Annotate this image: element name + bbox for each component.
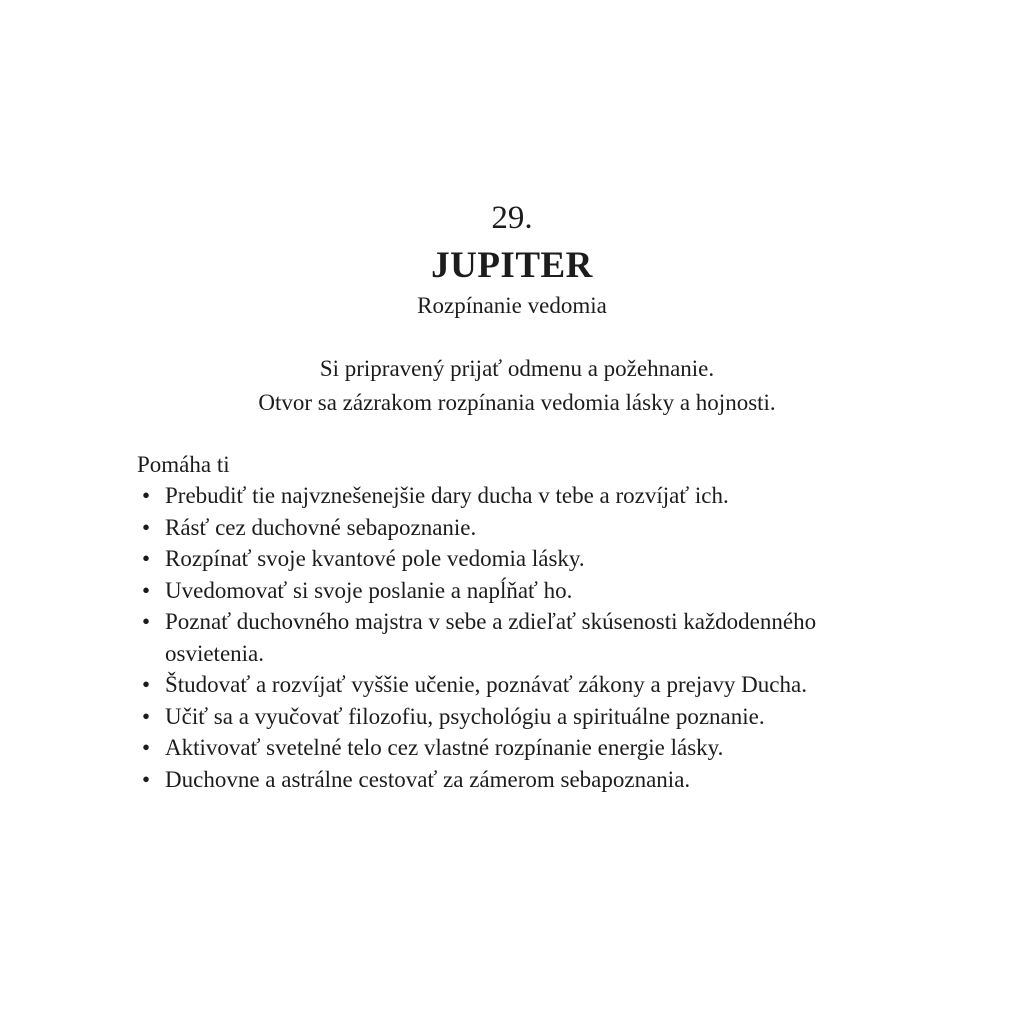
bullet-icon: • (141, 577, 151, 603)
list-item-text: Rozpínať svoje kvantové pole vedomia lásky. (165, 546, 585, 571)
bullet-icon: • (141, 703, 151, 729)
intro-text (0, 352, 1024, 420)
bullet-icon: • (141, 672, 151, 697)
bullet-icon: • (141, 483, 151, 508)
card-subtitle: Rozpínanie vedomia (417, 293, 607, 318)
helps-label: Pomáha ti (137, 452, 230, 477)
list-item (137, 480, 897, 512)
intro-line: Si pripravený prijať odmenu a požehnanie. (319, 356, 715, 381)
intro-line: Otvor sa zázrakom rozpínania vedomia lásky a hojnosti. (258, 390, 776, 415)
list-item-text: Študovať a rozvíjať vyššie učenie, poznávať zákony a prejavy Ducha. (165, 672, 807, 697)
bullet-icon: • (141, 514, 151, 540)
list-item (137, 606, 897, 669)
list-item (137, 732, 897, 764)
list-item (137, 701, 897, 733)
bullet-icon: • (141, 766, 151, 792)
list-item (137, 575, 897, 607)
list-item (137, 543, 897, 575)
benefits-list (137, 480, 897, 795)
list-item-text: Rásť cez duchovné sebapoznanie. (165, 514, 477, 540)
list-item (137, 764, 897, 796)
bullet-icon: • (141, 609, 151, 634)
bullet-icon: • (141, 546, 151, 571)
list-item-text: Prebudiť tie najvznešenejšie dary ducha v tebe a rozvíjať ich. (165, 483, 729, 508)
list-item-text: Poznať duchovného majstra v sebe a zdieľať skúsenosti každodenného osvietenia. (165, 609, 817, 666)
card-title: JUPITER (431, 245, 593, 286)
list-item-text: Aktivovať svetelné telo cez vlastné rozpínanie energie lásky. (165, 735, 724, 760)
list-item-text: Uvedomovať si svoje poslanie a napĺňať ho. (165, 577, 573, 603)
list-item-text: Duchovne a astrálne cestovať za zámerom sebapoznania. (165, 766, 691, 792)
card-number: 29. (491, 200, 533, 236)
list-item-text: Učiť sa a vyučovať filozofiu, psychológiu a spirituálne poznanie. (165, 703, 765, 729)
bullet-icon: • (141, 735, 151, 760)
list-item (137, 512, 897, 544)
list-item (137, 669, 897, 701)
